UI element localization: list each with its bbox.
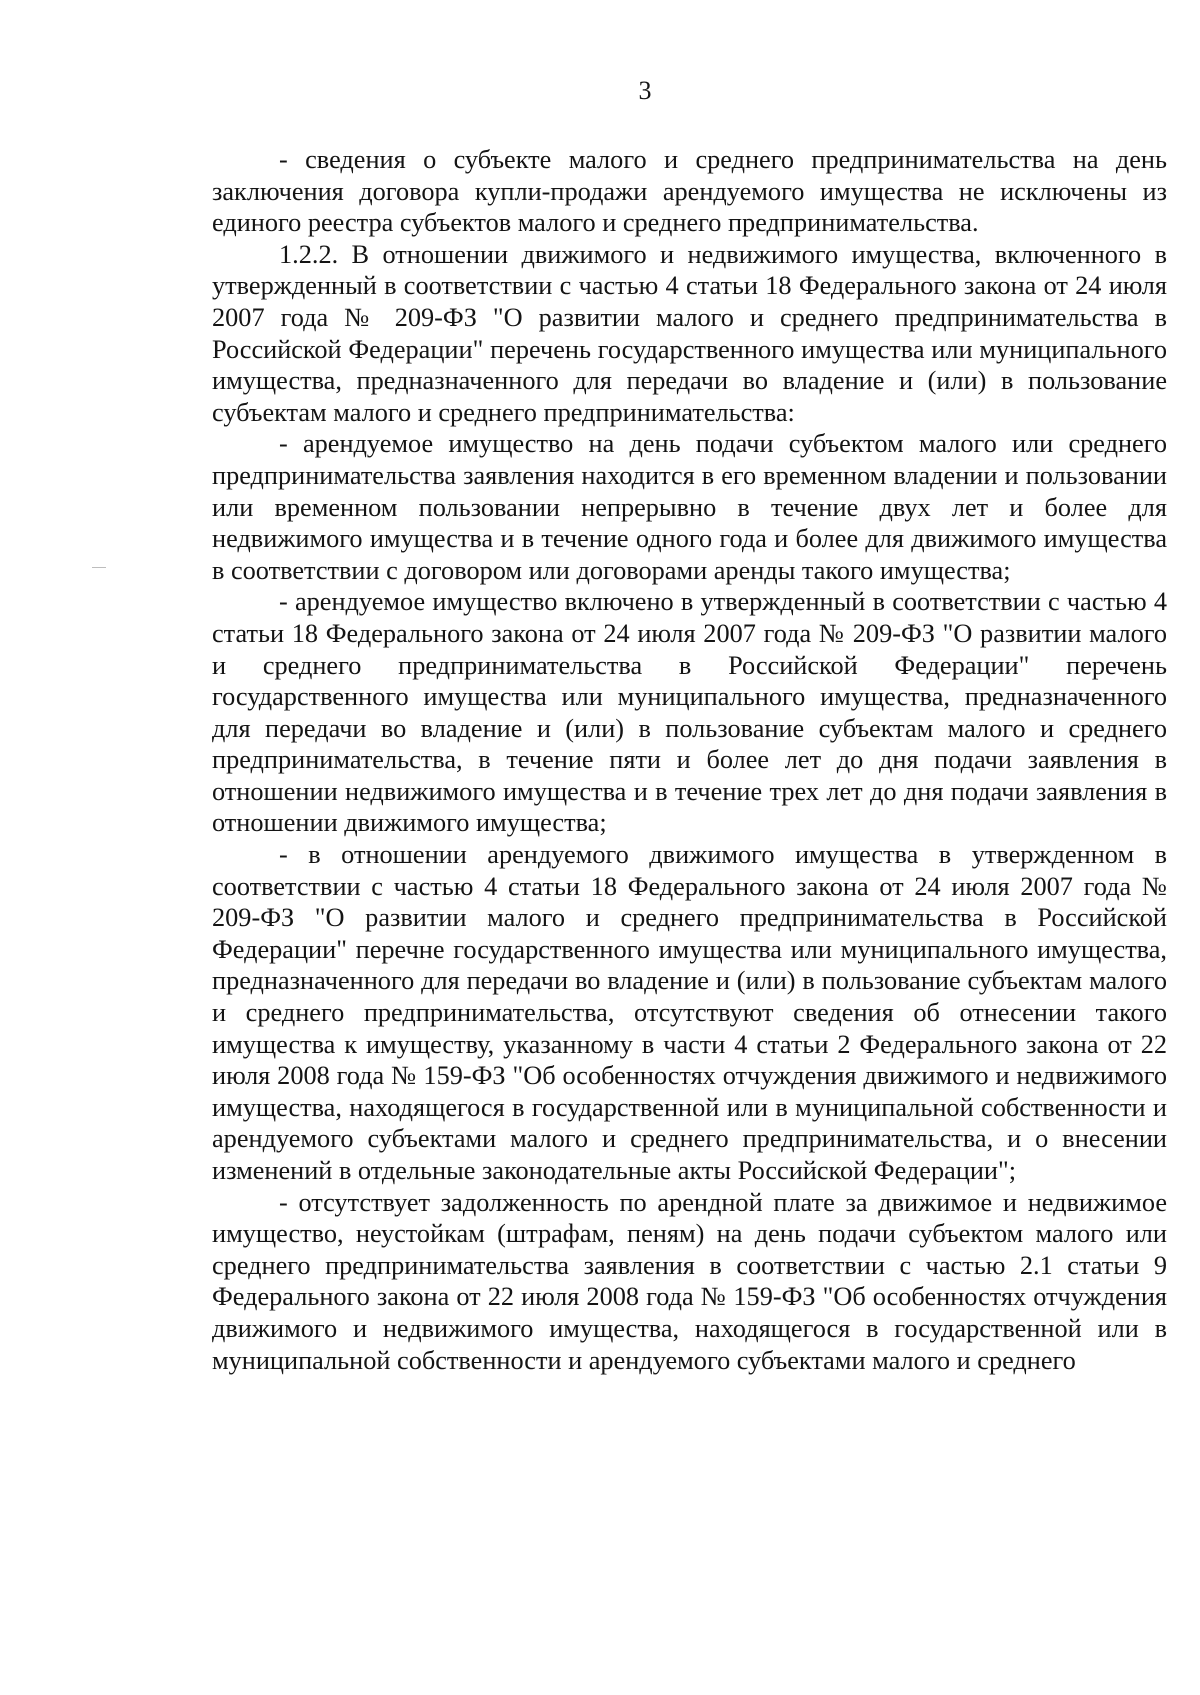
paragraph-possession-term: - арендуемое имущество на день подачи субъектом малого или среднего предпринимательства заявления находится в его временном владении и пользовании или временном пользовании непрерывно в течение двух лет и более для недвижимого имущества и в течение одного года и более для движимого имущества в соответствии с договором или договорами аренды такого имущества; [212, 429, 1167, 585]
page-number: 3 [638, 76, 652, 105]
document-body [212, 144, 1167, 1376]
paragraph-no-debt: - отсутствует задолженность по арендной плате за движимое и недвижимое имущество, неустойкам (штрафам, пеням) на день подачи субъектом малого или среднего предпринимательства заявления в соответствии с частью 2.1 статьи 9 Федерального закона от 22 июля 2008 года № 159-ФЗ "Об особенностях отчуждения движимого и недвижимого имущества, находящегося в государственной или в муниципальной собственности и арендуемого субъектами малого и среднего [212, 1187, 1167, 1375]
paragraph-list-inclusion: - арендуемое имущество включено в утвержденный в соответствии с частью 4 статьи 18 Федерального закона от 24 июля 2007 года № 209-ФЗ "О развитии малого и среднего предпринимательства в Российской Федерации" перечень государственного имущества или муниципального имущества, предназначенного для передачи во владение и (или) в пользование субъектам малого и среднего предпринимательства, в течение пяти и более лет до дня подачи заявления в отношении недвижимого имущества и в течение трех лет до дня подачи заявления в отношении движимого имущества; [212, 587, 1167, 838]
paragraph-exclusion-registry: - сведения о субъекте малого и среднего предпринимательства на день заключения договора купли-продажи арендуемого имущества не исключены из единого реестра субъектов малого и среднего предпринимательства. [212, 145, 1167, 238]
scan-artifact [92, 567, 106, 568]
paragraph-movable-property: - в отношении арендуемого движимого имущества в утвержденном в соответствии с частью 4 статьи 18 Федерального закона от 24 июля 2007 года № 209-ФЗ "О развитии малого и среднего предпринимательства в Российской Федерации" перечне государственного имущества или муниципального имущества, предназначенного для передачи во владение и (или) в пользование субъектам малого и среднего предпринимательства, отсутствуют сведения об отнесении такого имущества к имуществу, указанному в части 4 статьи 2 Федерального закона от 22 июля 2008 года № 159-ФЗ "Об особенностях отчуждения движимого и недвижимого имущества, находящегося в государственной или в муниципальной собственности и арендуемого субъектами малого и среднего предпринимательства, и о внесении изменений в отдельные законодательные акты Российской Федерации"; [212, 840, 1167, 1185]
paragraph-1-2-2: 1.2.2. В отношении движимого и недвижимого имущества, включенного в утвержденный в соответствии с частью 4 статьи 18 Федерального закона от 24 июля 2007 года № 209-ФЗ "О развитии малого и среднего предпринимательства в Российской Федерации" перечень государственного имущества или муниципального имущества, предназначенного для передачи во владение и (или) в пользование субъектам малого и среднего предпринимательства: [212, 239, 1167, 427]
